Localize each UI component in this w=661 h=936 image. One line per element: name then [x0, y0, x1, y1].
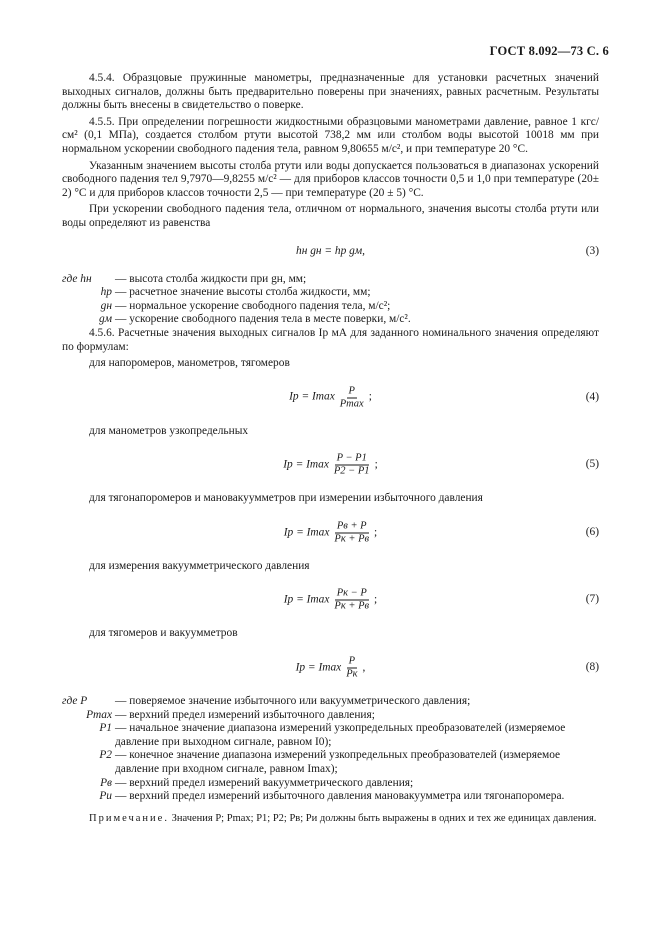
- paragraph-4-5-6: 4.5.6. Расчетные значения выходных сигналов Iр мА для заданного номинального значения определяют по формулам:: [62, 326, 599, 353]
- definition-symbol: P1: [99, 722, 112, 735]
- formula-7-numerator: Pк − P: [336, 587, 367, 599]
- formula-5-tail: ;: [374, 458, 378, 471]
- definition-item: [62, 695, 599, 709]
- definition-text: — поверяемое значение избыточного или вакуумметрического давления;: [115, 695, 471, 708]
- formula-4-fraction: [338, 385, 366, 410]
- note-label: Примечание.: [89, 812, 169, 824]
- formula-7-denominator: Pк + Pв: [334, 600, 370, 612]
- formula-4: [62, 375, 599, 421]
- formula-5-lhs: Iр = Imax: [283, 458, 329, 471]
- definition-item: [62, 722, 599, 749]
- formula-4-lhs: Iр = Imax: [289, 390, 335, 403]
- definition-symbol: где hн: [62, 272, 92, 285]
- formula-6-tail: ;: [374, 526, 378, 539]
- definition-text: — начальное значение диапазона измерений узкопредельных преобразователей (измеряемое давление при выходном сигнале, равном I0);: [115, 722, 566, 748]
- formula-8: [62, 645, 599, 691]
- formula-7: [62, 577, 599, 623]
- formula-8-tail: ,: [362, 661, 366, 674]
- formula-8-numerator: P: [348, 655, 356, 667]
- formula-7-lhs: Iр = Imax: [283, 593, 330, 606]
- formula-8-denominator: Pк: [346, 668, 358, 680]
- paragraph-equality-intro: При ускорении свободного падения тела, отличном от нормального, значения высоты столба ртути или воды определяют из равенства: [62, 203, 599, 229]
- definition-symbol: где P: [62, 695, 88, 708]
- definition-text: — расчетное значение высоты столба жидкости, мм;: [115, 286, 371, 299]
- formula-5-denominator: P2 − P1: [333, 465, 370, 477]
- formula-4-tail: ;: [368, 390, 372, 403]
- paragraph-4-5-4: 4.5.4. Образцовые пружинные манометры, предназначенные для установки расчетных значений выходных сигналов, должны быть предварительно поверены при значениях, равных расчетным. Результаты должны быть внесены в свидетельство о поверке.: [62, 72, 599, 112]
- formula-6-numerator: Pв + P: [336, 520, 367, 532]
- definition-item: [62, 749, 599, 776]
- formula-5-number: (5): [585, 458, 599, 471]
- definitions-list-1: [62, 273, 599, 327]
- formula-6: [62, 510, 599, 556]
- definition-symbol: hр: [100, 286, 112, 299]
- page-header: ГОСТ 8.092—73 С. 6: [489, 44, 609, 58]
- definition-item: [62, 777, 599, 791]
- definition-item: [62, 790, 599, 804]
- definition-text: — ускорение свободного падения тела в месте поверки, м/с².: [115, 313, 411, 326]
- formula-4-label: для напоромеров, манометров, тягомеров: [89, 357, 290, 370]
- formula-6-lhs: Iр = Imax: [283, 526, 330, 539]
- definition-text: — нормальное ускорение свободного падения тела, м/с²;: [115, 299, 391, 312]
- formula-4-denominator: Pmax: [339, 398, 364, 410]
- definition-symbol: Pmax: [86, 708, 112, 721]
- formula-6-label: для тягонапоромеров и мановакуумметров при измерении избыточного давления: [89, 492, 483, 505]
- definition-item: [62, 286, 599, 300]
- definitions-list-2: [62, 695, 599, 804]
- note-text: Значения P; Pmax; P1; P2; Pв; Pи должны быть выражены в одних и тех же единицах давления.: [171, 812, 597, 824]
- formula-6-denominator: Pк + Pв: [334, 533, 370, 545]
- definition-symbol: gм: [99, 313, 112, 326]
- definition-symbol: gн: [100, 299, 112, 312]
- formula-7-label: для измерения вакуумметрического давления: [89, 559, 310, 572]
- formula-8-label: для тягомеров и вакуумметров: [89, 627, 238, 640]
- formula-5-numerator: P − P1: [336, 452, 367, 464]
- paragraph-range: Указанным значением высоты столба ртути или воды допускается пользоваться в диапазонах ускорений свободного падения тел 9,7970—9,8255 м/с² — для приборов классов точности 0,5 и 1,0 при температуре (20± 2) °С и для приборов классов точности 2,5 — при температуре (20 ± 5) °С.: [62, 159, 599, 199]
- formula-3: [62, 235, 599, 269]
- formula-5-label: для манометров узкопредельных: [89, 424, 249, 437]
- note: [62, 812, 599, 825]
- formula-5-fraction: [332, 453, 372, 478]
- formula-8-number: (8): [585, 661, 599, 674]
- formula-8-fraction: [344, 656, 359, 681]
- definition-item: [62, 300, 599, 314]
- formula-4-numerator: P: [348, 385, 355, 397]
- formula-6-fraction: [332, 520, 371, 545]
- definition-text: — высота столба жидкости при gн, мм;: [115, 272, 307, 285]
- formula-8-lhs: Iр = Imax: [295, 661, 342, 674]
- definition-text: — верхний предел измерений избыточного давления мановакуумметра или тягонапоромера.: [115, 790, 565, 803]
- document-body: [62, 72, 599, 835]
- definition-text: — верхний предел измерений вакуумметрического давления;: [115, 776, 414, 789]
- formula-7-fraction: [332, 588, 371, 613]
- definition-symbol: Pи: [99, 790, 112, 803]
- formula-5: [62, 442, 599, 488]
- definition-symbol: P2: [99, 749, 112, 762]
- formula-7-number: (7): [585, 593, 599, 606]
- paragraph-4-5-5: 4.5.5. При определении погрешности жидкостными образцовыми манометрами давление, равное 1 кгс/см² (0,1 МПа), создается столбом ртути высотой 738,2 мм или столбом воды высотой 10018 мм при нормальном ускорении свободного падения тела, равном 9,80655 м/с², и при температуре 20 °С.: [62, 115, 599, 155]
- formula-4-number: (4): [585, 390, 599, 403]
- formula-3-expression: hн gн = hр gм,: [296, 244, 365, 257]
- definition-item: [62, 273, 599, 287]
- formula-6-number: (6): [585, 526, 599, 539]
- definition-symbol: Pв: [100, 776, 112, 789]
- definition-item: [62, 709, 599, 723]
- definition-item: [62, 313, 599, 327]
- definition-text: — конечное значение диапазона измерений узкопредельных преобразователей (измеряемое давление при входном сигнале, равном Imax);: [115, 749, 561, 776]
- formula-3-number: (3): [585, 244, 599, 257]
- formula-7-tail: ;: [374, 593, 378, 606]
- definition-text: — верхний предел измерений избыточного давления;: [115, 708, 375, 721]
